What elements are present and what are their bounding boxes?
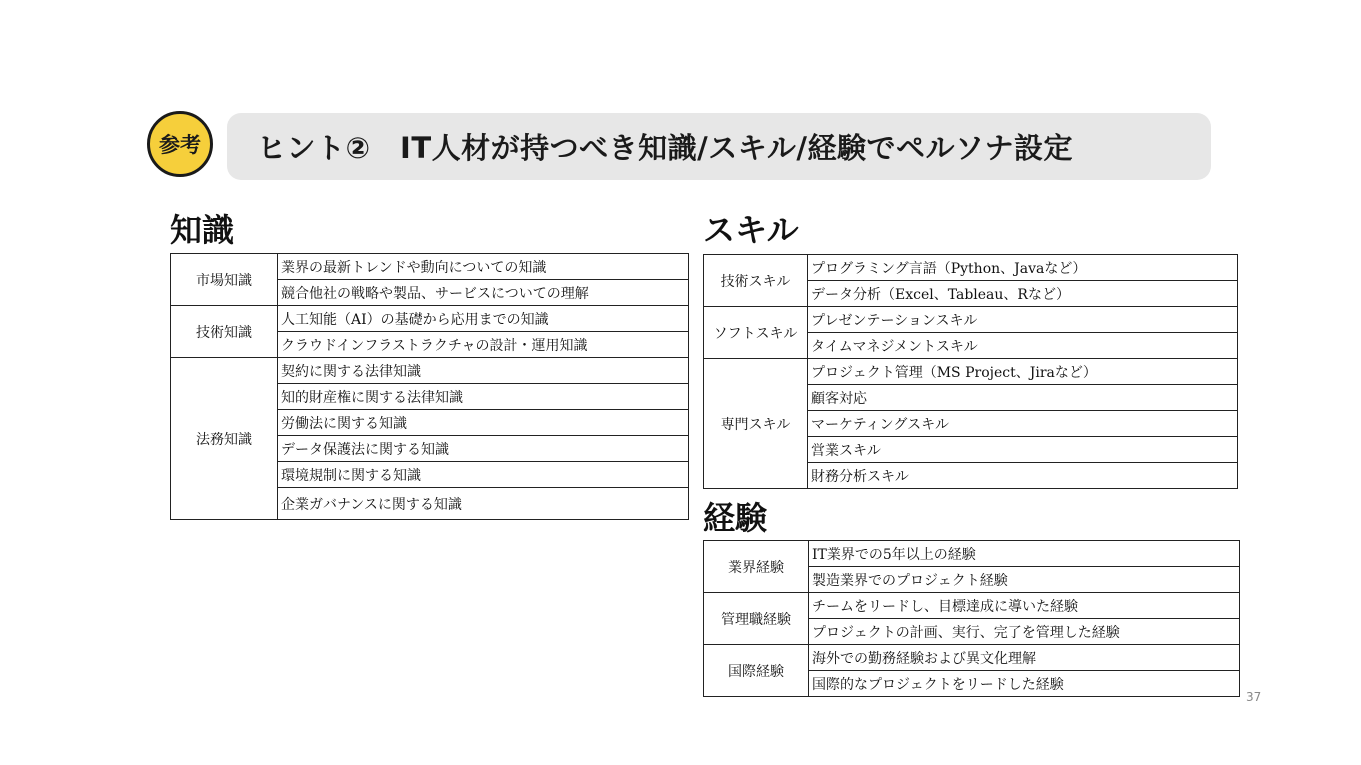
table-row [704,593,1240,619]
skills-heading: スキル [703,211,799,249]
table-row [171,358,689,384]
item-cell: プログラミング言語（Python、Javaなど） [808,255,1238,281]
table-row [704,359,1238,385]
item-cell: マーケティングスキル [808,411,1238,437]
item-cell: チームをリードし、目標達成に導いた経験 [809,593,1240,619]
item-cell: 営業スキル [808,437,1238,463]
category-cell: 市場知識 [171,254,278,306]
item-cell: 海外での勤務経験および異文化理解 [809,645,1240,671]
category-cell: 専門スキル [704,359,808,489]
category-cell: 国際経験 [704,645,809,697]
skills-table [703,254,1238,489]
item-cell: 企業ガバナンスに関する知識 [278,488,689,520]
table-row [704,307,1238,333]
reference-badge: 参考 [147,111,213,177]
item-cell: 財務分析スキル [808,463,1238,489]
item-cell: 国際的なプロジェクトをリードした経験 [809,671,1240,697]
experience-table [703,540,1240,697]
table-row [704,645,1240,671]
item-cell: 環境規制に関する知識 [278,462,689,488]
table-row [704,541,1240,567]
slide-title: ヒント② IT人材が持つべき知識/スキル/経験でペルソナ設定 [257,131,1074,165]
table-row [171,306,689,332]
title-bar [227,113,1211,180]
knowledge-heading: 知識 [170,211,235,249]
category-cell: 技術知識 [171,306,278,358]
item-cell: 人工知能（AI）の基礎から応用までの知識 [278,306,689,332]
item-cell: データ分析（Excel、Tableau、Rなど） [808,281,1238,307]
item-cell: IT業界での5年以上の経験 [809,541,1240,567]
category-cell: 管理職経験 [704,593,809,645]
category-cell: 技術スキル [704,255,808,307]
item-cell: 業界の最新トレンドや動向についての知識 [278,254,689,280]
item-cell: プロジェクト管理（MS Project、Jiraなど） [808,359,1238,385]
item-cell: 知的財産権に関する法律知識 [278,384,689,410]
item-cell: プレゼンテーションスキル [808,307,1238,333]
knowledge-table [170,253,689,520]
experience-heading: 経験 [703,499,768,537]
item-cell: クラウドインフラストラクチャの設計・運用知識 [278,332,689,358]
category-cell: 法務知識 [171,358,278,520]
table-row [171,254,689,280]
item-cell: 顧客対応 [808,385,1238,411]
table-row [704,255,1238,281]
item-cell: 労働法に関する知識 [278,410,689,436]
page-number: 37 [1246,690,1262,704]
item-cell: データ保護法に関する知識 [278,436,689,462]
item-cell: 製造業界でのプロジェクト経験 [809,567,1240,593]
item-cell: プロジェクトの計画、実行、完了を管理した経験 [809,619,1240,645]
category-cell: ソフトスキル [704,307,808,359]
item-cell: 競合他社の戦略や製品、サービスについての理解 [278,280,689,306]
category-cell: 業界経験 [704,541,809,593]
item-cell: 契約に関する法律知識 [278,358,689,384]
item-cell: タイムマネジメントスキル [808,333,1238,359]
